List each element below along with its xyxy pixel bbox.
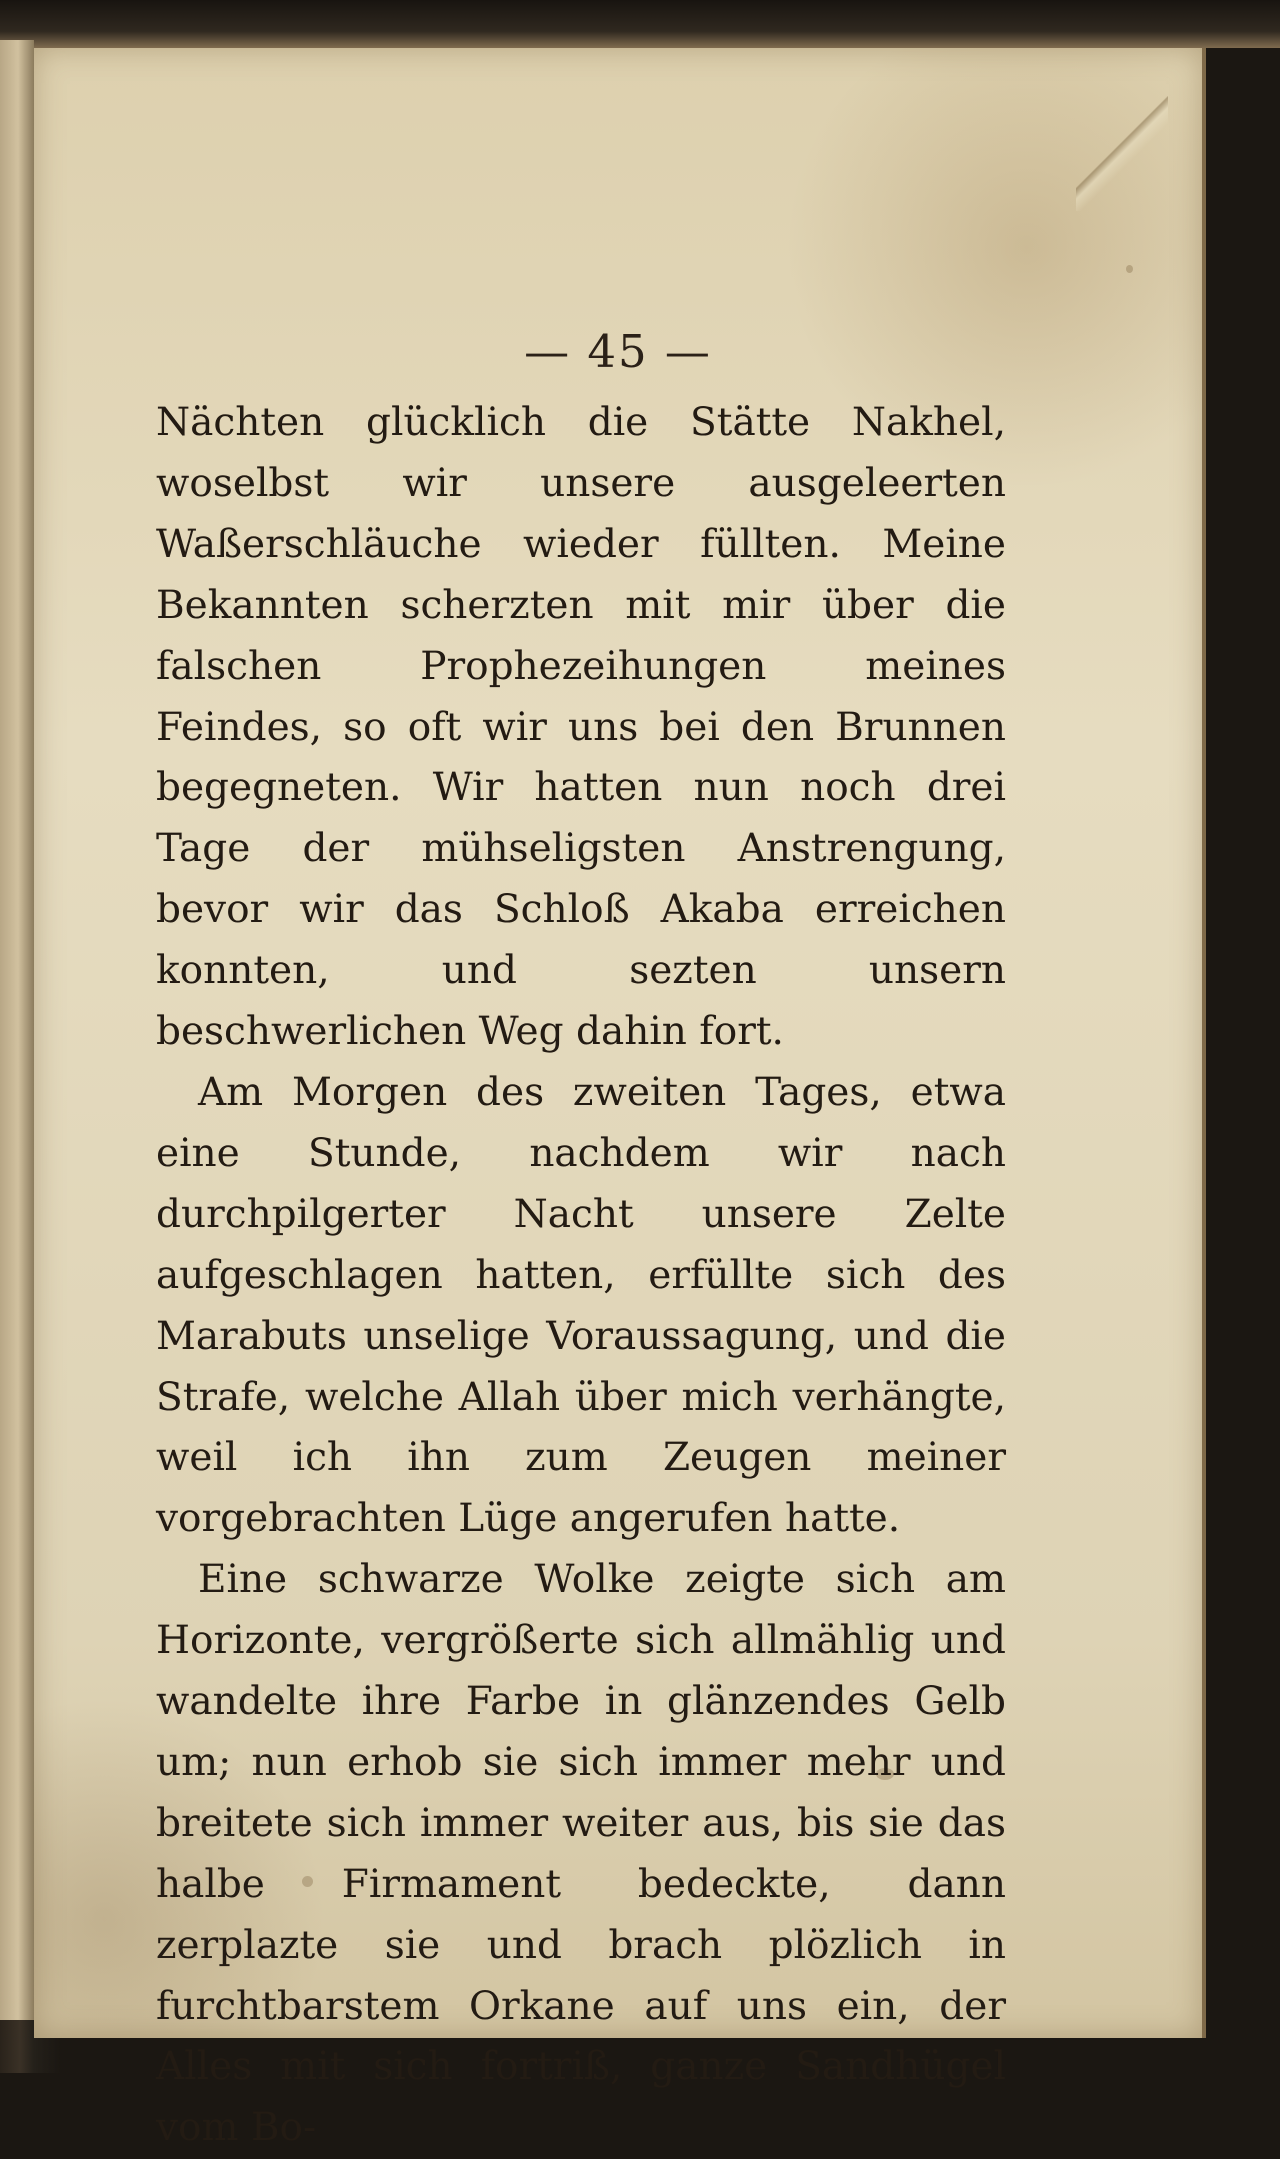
paper-stain: [1126, 265, 1133, 273]
paragraph-2: Am Morgen des zweiten Tages, etwa eine Stunde, nachdem wir nach durchpilgerter Nacht unsere Zelte aufgeschlagen hatten, erfüllte sich des Marabuts unselige Voraussagung, und die Strafe, welche Allah über mich verhängte, weil ich ihn zum Zeugen meiner vorgebrachten Lüge angerufen hatte.: [156, 1069, 1006, 1542]
left-page-edge: [0, 40, 34, 2020]
paragraph-1: Nächten glücklich die Stätte Nakhel, woselbst wir unsere ausgeleerten Waßerschläuche wieder füllten. Meine Bekannten scherzten mit mir über die falschen Prophezeihungen meines Feindes, so oft wir uns bei den Brunnen begegneten. Wir hatten nun noch drei Tage der mühseligsten Anstrengung, bevor wir das Schloß Akaba erreichen konnten, und sezten unsern beschwerlichen Weg dahin fort.: [156, 400, 1006, 1055]
paragraph-3: Eine schwarze Wolke zeigte sich am Horizonte, vergrößerte sich allmählig und wandelte ihre Farbe in glänzendes Gelb um; nun erhob sie sich immer mehr und breitete sich immer weiter aus, bis sie das halbe Firmament bedeckte, dann zerplazte sie und brach plözlich in furchtbarstem Orkane auf uns ein, der Alles mit sich fortriß, ganze Sandhügel vom Bo-: [156, 1557, 1006, 2151]
page-paper: [34, 48, 1206, 2151]
page-corner-fold: [1076, 96, 1168, 211]
page-text: [156, 393, 1006, 2159]
page-number: — 45 —: [524, 325, 712, 378]
top-page-edge: [0, 0, 1280, 48]
